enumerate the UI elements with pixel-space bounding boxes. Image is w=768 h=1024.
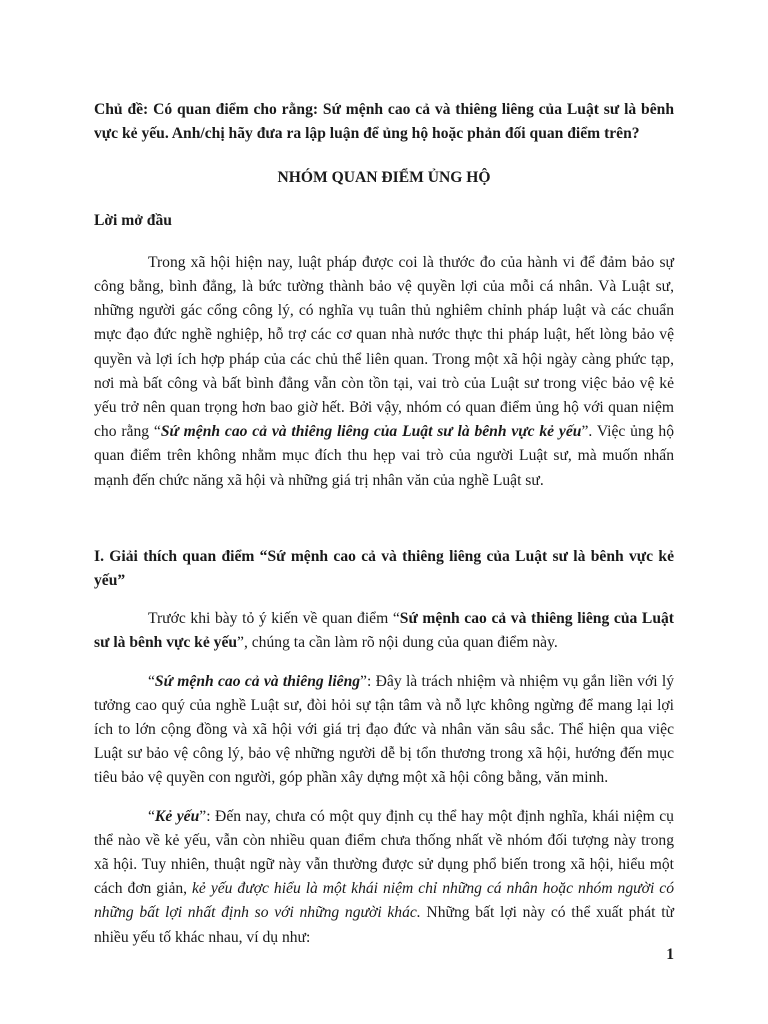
- s1p1-end: ”, chúng ta cần làm rõ nội dung của quan điểm này.: [237, 634, 558, 652]
- intro-text-start: Trong xã hội hiện nay, luật pháp được coi là thước đo của hành vi để đảm bảo sự công bằng, bình đẳng, là bức tường thành bảo vệ quyền lợi của mỗi cá nhân. Và Luật sư, những người gác cổng công lý, có nghĩa vụ tuân thủ nghiêm chỉnh pháp luật và các chuẩn mực đạo đức nghề nghiệp, hỗ trợ các cơ quan nhà nước thực thi pháp luật, hết lòng bảo vệ quyền và lợi ích hợp pháp của các chủ thể liên quan. Trong một xã hội ngày càng phức tạp, nơi mà bất công và bất bình đẳng vẫn còn tồn tại, vai trò của Luật sư trong việc bảo vệ kẻ yếu trở nên quan trọng hơn bao giờ hết. Bởi vậy, nhóm có quan điểm ủng hộ với quan niệm cho rằng “: [94, 253, 674, 441]
- section-1-paragraph-3: [94, 805, 674, 950]
- s1p3-end: Những bất lợi này có thể xuất phát từ nhiều yếu tố khác nhau, ví dụ như:: [94, 904, 674, 946]
- s1p2-open: “: [148, 672, 155, 690]
- s1p3-term: Kẻ yếu: [154, 807, 200, 825]
- section-1-paragraph-2: [94, 670, 674, 791]
- page-number: 1: [666, 946, 674, 963]
- intro-quote: Sứ mệnh cao cả và thiêng liêng của Luật sư là bênh vực kẻ yếu: [160, 423, 582, 441]
- s1p1-bold: Sứ mệnh cao cả và thiêng liêng của Luật sư là bênh vực kẻ yếu: [94, 610, 674, 652]
- intro-paragraph: [94, 251, 674, 493]
- s1p2-rest: ”: Đây là trách nhiệm và nhiệm vụ gắn liền với lý tưởng cao quý của nghề Luật sư, đòi hỏi sự tận tâm và nỗ lực không ngừng để mang lại lợi ích to lớn cộng đồng và xã hội với giá trị đạo đức và nhân văn sâu sắc. Thể hiện qua việc Luật sư bảo vệ công lý, bảo vệ những người dễ bị tổn thương trong xã hội, hướng đến mục tiêu bảo vệ quyền con người, góp phần xây dựng một xã hội công bằng, văn minh.: [94, 672, 674, 787]
- s1p3-open: “: [148, 807, 155, 825]
- section-1-heading: I. Giải thích quan điểm “Sứ mệnh cao cả và thiêng liêng của Luật sư là bênh vực kẻ yếu”: [94, 547, 674, 590]
- s1p1-start: Trước khi bày tỏ ý kiến về quan điểm “: [148, 610, 400, 628]
- s1p3-italic: kẻ yếu được hiểu là một khái niệm chỉ những cá nhân hoặc nhóm người có những bất lợi nhất định so với những người khác.: [94, 880, 674, 922]
- intro-text-end: ”. Việc ủng hộ quan điểm trên không nhằm mục đích thu hẹp vai trò của người Luật sư, mà muốn nhấn mạnh đến chức năng xã hội và những giá trị nhân văn của nghề Luật sư.: [94, 423, 674, 489]
- intro-heading: Lời mở đầu: [94, 211, 172, 229]
- s1p3-mid: ”: Đến nay, chưa có một quy định cụ thể hay một định nghĩa, khái niệm cụ thể nào về kẻ yếu, vẫn còn nhiều quan điểm chưa thống nhất về nhóm đối tượng này trong xã hội. Tuy nhiên, thuật ngữ này vẫn thường được sử dụng phổ biến trong xã hội, hiểu một cách đơn giản,: [94, 807, 674, 898]
- s1p2-term: Sứ mệnh cao cả và thiêng liêng: [154, 672, 361, 690]
- section-1-paragraph-1: [94, 607, 674, 655]
- topic-statement: Chủ đề: Có quan điểm cho rằng: Sứ mệnh cao cả và thiêng liêng của Luật sư là bênh vực kẻ yếu. Anh/chị hãy đưa ra lập luận để ủng hộ hoặc phản đối quan điểm trên?: [94, 101, 674, 143]
- group-title: NHÓM QUAN ĐIỂM ỦNG HỘ: [277, 169, 491, 187]
